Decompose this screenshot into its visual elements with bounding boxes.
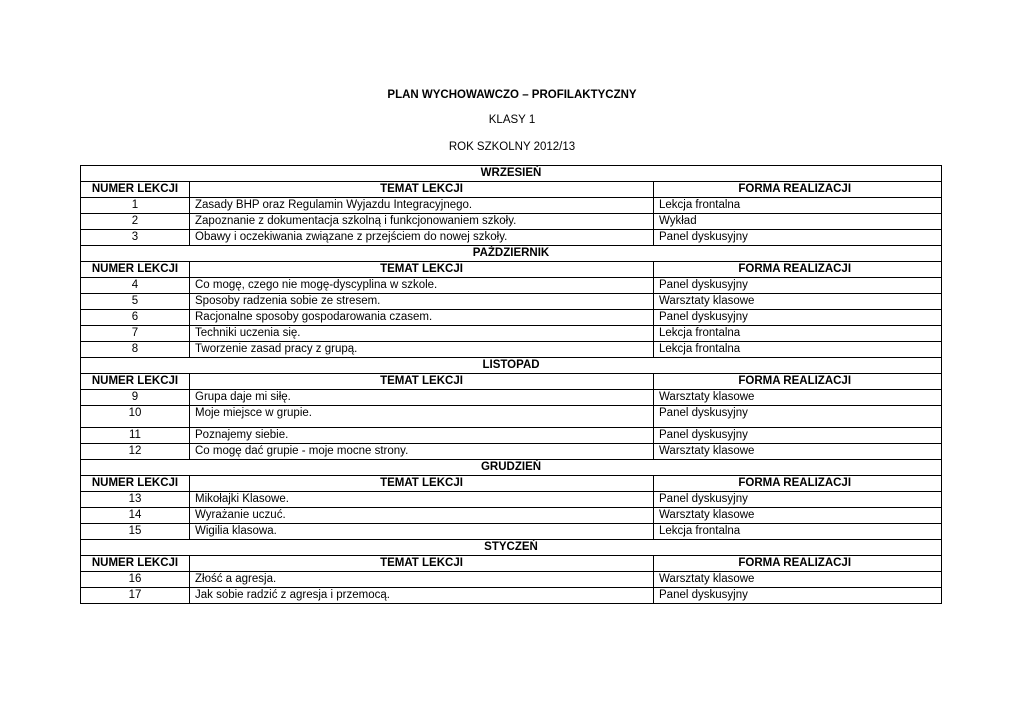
lesson-form: Warsztaty klasowe: [654, 444, 942, 460]
lesson-topic: Techniki uczenia się.: [190, 326, 654, 342]
lesson-number: 10: [81, 406, 190, 428]
month-name: PAŹDZIERNIK: [81, 246, 942, 262]
column-header-form: FORMA REALIZACJI: [654, 374, 942, 390]
lesson-topic: Co mogę, czego nie mogę-dyscyplina w szkole.: [190, 278, 654, 294]
lesson-topic: Wyrażanie uczuć.: [190, 508, 654, 524]
lesson-row: [81, 278, 942, 294]
month-name: LISTOPAD: [81, 358, 942, 374]
lesson-topic: Mikołajki Klasowe.: [190, 492, 654, 508]
lesson-number: 5: [81, 294, 190, 310]
lesson-row: [81, 588, 942, 604]
lesson-row: [81, 198, 942, 214]
column-header-topic: TEMAT LEKCJI: [190, 262, 654, 278]
lesson-number: 1: [81, 198, 190, 214]
lesson-number: 12: [81, 444, 190, 460]
lesson-topic: Poznajemy siebie.: [190, 428, 654, 444]
lesson-topic: Co mogę dać grupie - moje mocne strony.: [190, 444, 654, 460]
column-header-topic: TEMAT LEKCJI: [190, 556, 654, 572]
lesson-form: Panel dyskusyjny: [654, 310, 942, 326]
lesson-topic: Racjonalne sposoby gospodarowania czasem.: [190, 310, 654, 326]
column-header-number: NUMER LEKCJI: [81, 476, 190, 492]
month-header-row: [81, 166, 942, 182]
lesson-topic: Złość a agresja.: [190, 572, 654, 588]
lesson-form: Warsztaty klasowe: [654, 294, 942, 310]
lesson-topic: Moje miejsce w grupie.: [190, 406, 654, 428]
month-header-row: [81, 460, 942, 476]
lesson-number: 2: [81, 214, 190, 230]
column-header-topic: TEMAT LEKCJI: [190, 374, 654, 390]
lesson-row: [81, 326, 942, 342]
month-name: GRUDZIEŃ: [81, 460, 942, 476]
lesson-form: Panel dyskusyjny: [654, 588, 942, 604]
lesson-number: 16: [81, 572, 190, 588]
lesson-number: 9: [81, 390, 190, 406]
column-header-form: FORMA REALIZACJI: [654, 182, 942, 198]
lesson-topic: Obawy i oczekiwania związane z przejściem do nowej szkoły.: [190, 230, 654, 246]
lesson-row: [81, 342, 942, 358]
lesson-row: [81, 508, 942, 524]
lesson-row: [81, 294, 942, 310]
month-header-row: [81, 540, 942, 556]
lesson-form: Lekcja frontalna: [654, 342, 942, 358]
column-header-row: [81, 182, 942, 198]
column-header-form: FORMA REALIZACJI: [654, 556, 942, 572]
lesson-row: [81, 428, 942, 444]
lesson-topic: Grupa daje mi siłę.: [190, 390, 654, 406]
lesson-number: 7: [81, 326, 190, 342]
column-header-row: [81, 476, 942, 492]
lesson-topic: Jak sobie radzić z agresja i przemocą.: [190, 588, 654, 604]
lesson-row: [81, 492, 942, 508]
lesson-number: 13: [81, 492, 190, 508]
lesson-form: Wykład: [654, 214, 942, 230]
lesson-row: [81, 310, 942, 326]
column-header-number: NUMER LEKCJI: [81, 556, 190, 572]
lesson-form: Panel dyskusyjny: [654, 278, 942, 294]
lesson-form: Warsztaty klasowe: [654, 572, 942, 588]
lesson-form: Lekcja frontalna: [654, 326, 942, 342]
lesson-row: [81, 230, 942, 246]
column-header-number: NUMER LEKCJI: [81, 182, 190, 198]
plan-title: PLAN WYCHOWAWCZO – PROFILAKTYCZNY: [387, 89, 637, 101]
lesson-number: 4: [81, 278, 190, 294]
lesson-row: [81, 390, 942, 406]
lesson-row: [81, 524, 942, 540]
lesson-form: Panel dyskusyjny: [654, 428, 942, 444]
lesson-row: [81, 572, 942, 588]
column-header-topic: TEMAT LEKCJI: [190, 182, 654, 198]
lesson-topic: Zasady BHP oraz Regulamin Wyjazdu Integracyjnego.: [190, 198, 654, 214]
month-header-row: [81, 246, 942, 262]
month-name: STYCZEŃ: [81, 540, 942, 556]
lesson-topic: Wigilia klasowa.: [190, 524, 654, 540]
month-name: WRZESIEŃ: [81, 166, 942, 182]
school-year: ROK SZKOLNY 2012/13: [448, 141, 576, 153]
lesson-number: 6: [81, 310, 190, 326]
lesson-row: [81, 406, 942, 428]
lesson-number: 3: [81, 230, 190, 246]
lesson-form: Lekcja frontalna: [654, 524, 942, 540]
lesson-plan-table: [80, 165, 942, 604]
class-label: KLASY 1: [488, 114, 536, 126]
lesson-number: 15: [81, 524, 190, 540]
lesson-number: 17: [81, 588, 190, 604]
lesson-form: Warsztaty klasowe: [654, 508, 942, 524]
column-header-row: [81, 374, 942, 390]
lesson-number: 8: [81, 342, 190, 358]
column-header-form: FORMA REALIZACJI: [654, 262, 942, 278]
lesson-form: Panel dyskusyjny: [654, 406, 942, 428]
column-header-row: [81, 556, 942, 572]
lesson-number: 11: [81, 428, 190, 444]
lesson-row: [81, 444, 942, 460]
lesson-form: Panel dyskusyjny: [654, 492, 942, 508]
lesson-topic: Tworzenie zasad pracy z grupą.: [190, 342, 654, 358]
lesson-topic: Sposoby radzenia sobie ze stresem.: [190, 294, 654, 310]
lesson-number: 14: [81, 508, 190, 524]
lesson-form: Lekcja frontalna: [654, 198, 942, 214]
lesson-row: [81, 214, 942, 230]
column-header-form: FORMA REALIZACJI: [654, 476, 942, 492]
column-header-number: NUMER LEKCJI: [81, 262, 190, 278]
lesson-form: Warsztaty klasowe: [654, 390, 942, 406]
column-header-number: NUMER LEKCJI: [81, 374, 190, 390]
lesson-form: Panel dyskusyjny: [654, 230, 942, 246]
lesson-topic: Zapoznanie z dokumentacja szkolną i funkcjonowaniem szkoły.: [190, 214, 654, 230]
column-header-topic: TEMAT LEKCJI: [190, 476, 654, 492]
month-header-row: [81, 358, 942, 374]
column-header-row: [81, 262, 942, 278]
